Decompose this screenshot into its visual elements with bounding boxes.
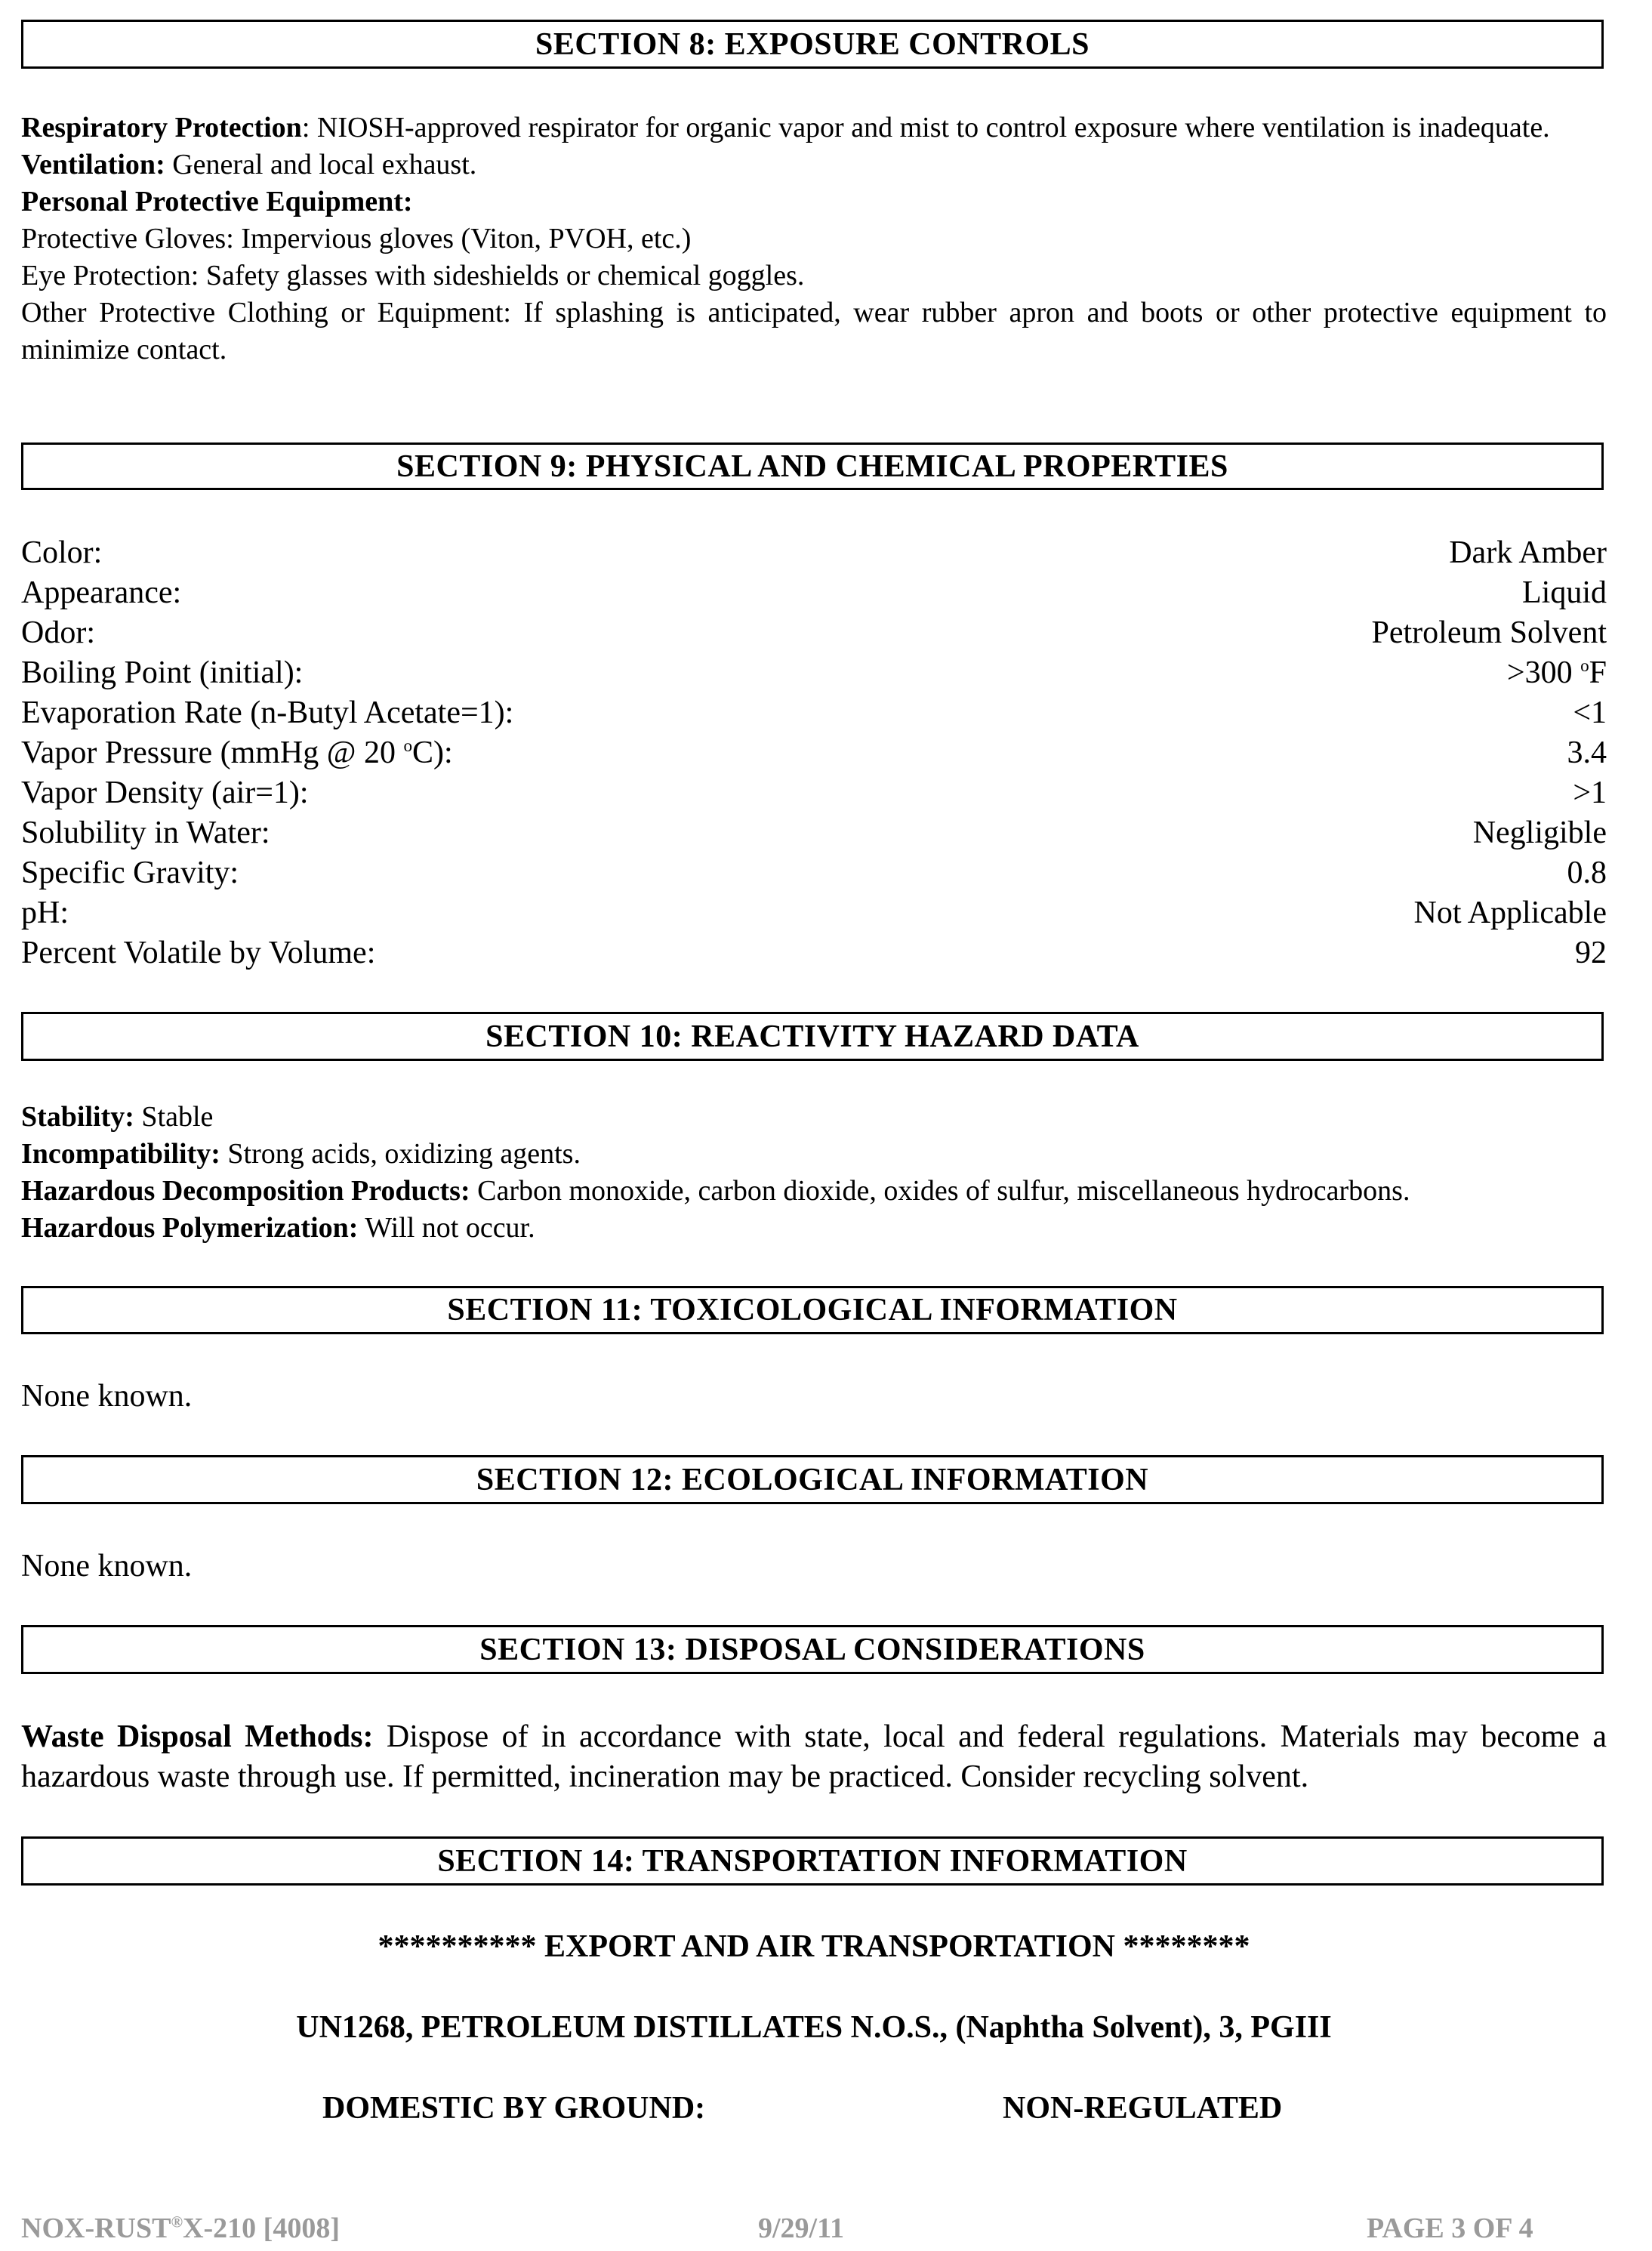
section-8-body (21, 109, 1607, 368)
section-14-heading: SECTION 14: TRANSPORTATION INFORMATION (21, 1836, 1604, 1886)
property-row: Vapor Density (air=1): >1 (21, 776, 1607, 810)
stability: Stability: Stable (21, 1101, 214, 1133)
ppe-heading: Personal Protective Equipment: (21, 186, 413, 217)
section-12-body: None known. (21, 1549, 193, 1583)
respiratory-protection: Respiratory Protection: NIOSH-approved respirator for organic vapor and mist to control exposure where ventilation is inadequate. (21, 112, 1550, 143)
protective-gloves: Protective Gloves: Impervious gloves (Viton, PVOH, etc.) (21, 223, 692, 254)
hazardous-decomposition: Hazardous Decomposition Products: Carbon monoxide, carbon dioxide, oxides of sulfur, miscellaneous hydrocarbons. (21, 1175, 1410, 1207)
eye-protection: Eye Protection: Safety glasses with sideshields or chemical goggles. (21, 260, 805, 291)
section-13-body (21, 1717, 1607, 1797)
section-9-heading: SECTION 9: PHYSICAL AND CHEMICAL PROPERTIES (21, 442, 1604, 490)
waste-disposal-methods: Waste Disposal Methods: Dispose of in accordance with state, local and federal regulations. Materials may become a hazardous waste through use. If permitted, incineration may be practiced. Consider recycling solvent. (21, 1719, 1607, 1794)
section-10-body (21, 1099, 1607, 1247)
property-row: Evaporation Rate (n-Butyl Acetate=1): <1 (21, 695, 1607, 730)
footer-page-number: PAGE 3 OF 4 (1367, 2212, 1533, 2244)
domestic-ground-label: DOMESTIC BY GROUND: (322, 2091, 706, 2126)
property-row: Appearance: Liquid (21, 575, 1607, 610)
un-number-line: UN1268, PETROLEUM DISTILLATES N.O.S., (Naphtha Solvent), 3, PGIII (296, 2010, 1332, 2045)
property-row: Odor: Petroleum Solvent (21, 615, 1607, 650)
property-row: Percent Volatile by Volume: 92 (21, 936, 1607, 970)
footer-date: 9/29/11 (758, 2212, 845, 2244)
property-row: Specific Gravity: 0.8 (21, 856, 1607, 890)
property-row: Color: Dark Amber (21, 535, 1607, 570)
footer-product: NOX-RUST®X-210 [4008] (21, 2212, 340, 2244)
hazardous-polymerization: Hazardous Polymerization: Will not occur. (21, 1212, 535, 1244)
property-row: Solubility in Water: Negligible (21, 816, 1607, 850)
other-protective-clothing: Other Protective Clothing or Equipment: If splashing is anticipated, wear rubber apron and boots or other protective equipment to minimize contact. (21, 297, 1607, 365)
properties-table (21, 533, 1607, 973)
section-11-body: None known. (21, 1379, 193, 1414)
incompatibility: Incompatibility: Strong acids, oxidizing agents. (21, 1138, 581, 1170)
section-12-heading: SECTION 12: ECOLOGICAL INFORMATION (21, 1455, 1604, 1504)
section-10-heading: SECTION 10: REACTIVITY HAZARD DATA (21, 1012, 1604, 1061)
domestic-ground-value: NON-REGULATED (1003, 2091, 1283, 2126)
section-13-heading: SECTION 13: DISPOSAL CONSIDERATIONS (21, 1625, 1604, 1674)
section-11-heading: SECTION 11: TOXICOLOGICAL INFORMATION (21, 1286, 1604, 1334)
section-8-heading: SECTION 8: EXPOSURE CONTROLS (21, 20, 1604, 69)
ventilation: Ventilation: General and local exhaust. (21, 149, 477, 180)
property-row: pH: Not Applicable (21, 896, 1607, 930)
property-row: Boiling Point (initial): >300 $^o$F (21, 655, 1607, 690)
property-row: Vapor Pressure (mmHg @ 20 $^o$C): 3.4 (21, 735, 1607, 770)
export-air-line: ********** EXPORT AND AIR TRANSPORTATION ******** (378, 1929, 1250, 1964)
